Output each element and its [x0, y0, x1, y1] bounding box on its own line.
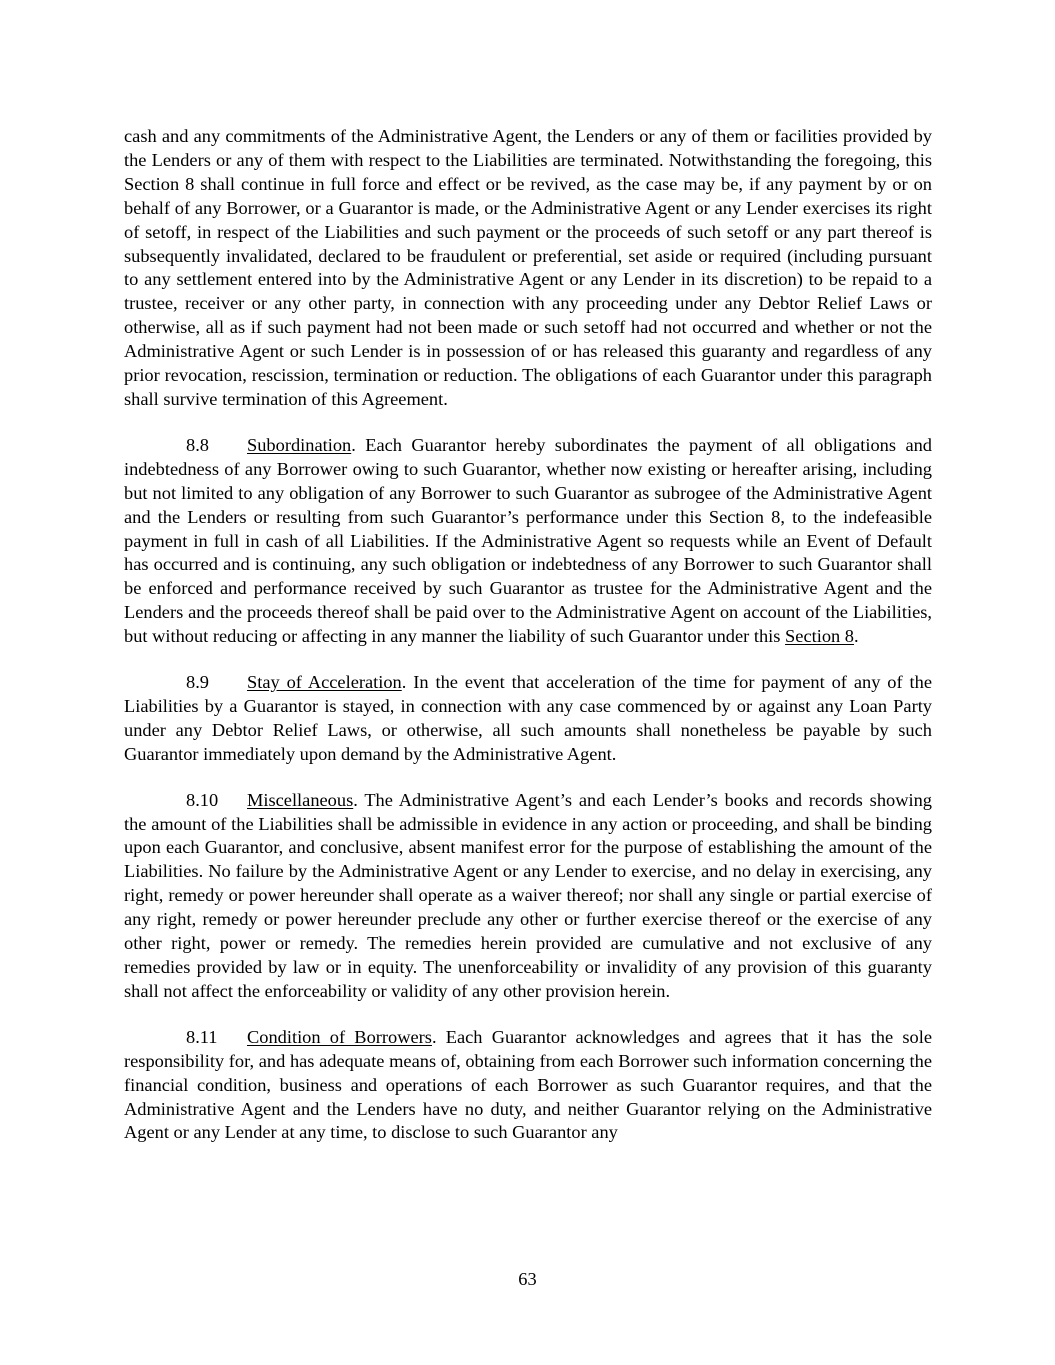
- section-8-9: [124, 671, 932, 767]
- section-body: . In the event that acceleration of the time for payment of any of the Liabilities by a Guarantor is stayed, in connection with any case commenced by or against any Loan Party under any Debtor Relief Laws, or otherwise, all such amounts shall nonetheless be payable by such Guarantor immediately upon demand by the Administrative Agent.: [124, 672, 932, 764]
- page-number: 63: [518, 1269, 537, 1289]
- section-number: 8.9: [186, 672, 209, 693]
- document-body: [124, 125, 932, 1167]
- section-reference-link: Section 8: [785, 626, 855, 647]
- section-number: 8.11: [186, 1026, 218, 1047]
- section-body-tail: .: [854, 626, 859, 647]
- section-number: 8.8: [186, 434, 209, 455]
- section-body: . The Administrative Agent’s and each Lender’s books and records showing the amount of the Liabilities shall be admissible in evidence in any action or proceeding, and shall be binding upon each Guarantor, and conclusive, absent manifest error for the purpose of establishing the amount of the Liabilities. No failure by the Administrative Agent or any Lender to exercise, and no delay in exercising, any right, remedy or power hereunder shall operate as a waiver thereof; nor shall any single or partial exercise of any right, remedy or power hereunder preclude any other or further exercise thereof or the exercise of any other right, power or remedy. The remedies herein provided are cumulative and not exclusive of any remedies provided by law or in equity. The unenforceability or invalidity of any provision of this guaranty shall not affect the enforceability or validity of any other provision herein.: [124, 789, 932, 1001]
- section-number: 8.10: [186, 789, 219, 810]
- section-title: Stay of Acceleration: [247, 672, 402, 693]
- section-title: Miscellaneous: [247, 789, 354, 810]
- section-title: Subordination: [247, 434, 352, 455]
- section-8-10: [124, 789, 932, 1004]
- section-body: . Each Guarantor acknowledges and agrees that it has the sole responsibility for, and has adequate means of, obtaining from each Borrower such information concerning the financial condition, business and operations of each Borrower as such Guarantor requires, and that the Administrative Agent and the Lenders have no duty, and neither Guarantor relying on the Administrative Agent or any Lender at any time, to disclose to such Guarantor any: [124, 1026, 932, 1143]
- section-body: . Each Guarantor hereby subordinates the payment of all obligations and indebtedness of any Borrower owing to such Guarantor, whether now existing or hereafter arising, including but not limited to any obligation of any Borrower to such Guarantor as subrogee of the Administrative Agent and the Lenders or resulting from such Guarantor’s performance under this Section 8, to the indefeasible payment in full in cash of all Liabilities. If the Administrative Agent so requests while an Event of Default has occurred and is continuing, any such obligation or indebtedness of any Borrower to such Guarantor shall be enforced and performance received by such Guarantor as trustee for the Administrative Agent and the Lenders and the proceeds thereof shall be paid over to the Administrative Agent on account of the Liabilities, but without reducing or affecting in any manner the liability of such Guarantor under this: [124, 434, 932, 647]
- continuation-paragraph: [124, 125, 932, 412]
- continuation-text: cash and any commitments of the Administrative Agent, the Lenders or any of them or facilities provided by the Lenders or any of them with respect to the Liabilities are terminated. Notwithstanding the foregoing, this Section 8 shall continue in full force and effect or be revived, as the case may be, if any payment by or on behalf of any Borrower, or a Guarantor is made, or the Administrative Agent or any Lender exercises its right of setoff, in respect of the Liabilities and such payment or the proceeds of such setoff or any part thereof is subsequently invalidated, declared to be fraudulent or preferential, set aside or required (including pursuant to any settlement entered into by the Administrative Agent or any Lender in its discretion) to be repaid to a trustee, receiver or any other party, in connection with any proceeding under any Debtor Relief Laws or otherwise, all as if such payment had not been made or such setoff had not occurred and whether or not the Administrative Agent or such Lender is in possession of or has released this guaranty and regardless of any prior revocation, rescission, termination or reduction. The obligations of each Guarantor under this paragraph shall survive termination of this Agreement.: [124, 126, 932, 409]
- section-title: Condition of Borrowers: [247, 1026, 432, 1047]
- section-8-11: [124, 1026, 932, 1146]
- section-8-8: [124, 434, 932, 649]
